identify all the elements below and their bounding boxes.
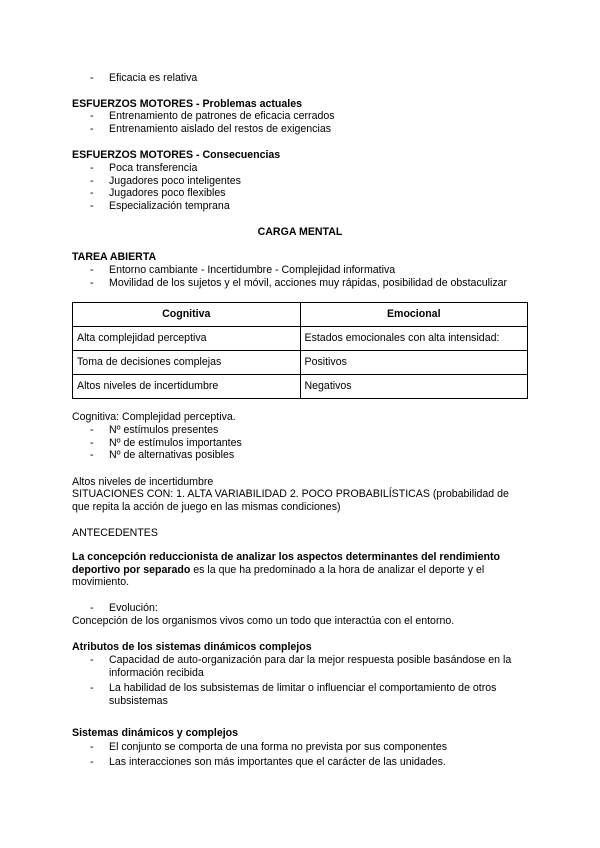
list-item: - Eficacia es relativa [72, 72, 528, 85]
table-header: Emocional [300, 303, 528, 327]
altos-line-2: SITUACIONES CON: 1. ALTA VARIABILIDAD 2. POCO PROBABILÍSTICAS (probabilidad de que repita la acción de juego en las mismas condiciones) [72, 488, 509, 513]
table-header: Cognitiva [73, 303, 301, 327]
table-row [73, 375, 528, 399]
list-item: - Poca transferencia [72, 162, 528, 175]
list-item: - Especialización temprana [72, 200, 528, 213]
atributos-title: Atributos de los sistemas dinámicos complejos [72, 641, 312, 653]
list-item: - Movilidad de los sujetos y el móvil, acciones muy rápidas, posibilidad de obstaculizar [72, 277, 528, 290]
list-item: - Jugadores poco flexibles [72, 187, 528, 200]
list-item: - Capacidad de auto-organización para dar la mejor respuesta posible basándose en la información recibida [72, 654, 528, 679]
table-cell: Alta complejidad perceptiva [73, 327, 301, 351]
table-cell: Altos niveles de incertidumbre [73, 375, 301, 399]
sistemas-list [72, 741, 528, 768]
tarea-list [72, 264, 528, 289]
concepcion-paragraph [72, 551, 528, 589]
table-cell: Toma de decisiones complejas [73, 351, 301, 375]
top-list [72, 72, 528, 85]
cognitiva-list [72, 424, 528, 462]
section-title-problemas: ESFUERZOS MOTORES - Problemas actuales [72, 98, 302, 110]
concepcion-rest: es la que ha predominado a la hora de analizar el deporte y el movimiento. [72, 563, 485, 589]
list-item: - Nº de alternativas posibles [72, 449, 528, 462]
carga-table [72, 302, 528, 399]
section-title-consecuencias: ESFUERZOS MOTORES - Consecuencias [72, 149, 281, 161]
evolucion-list [72, 602, 528, 615]
list-item: - Las interacciones son más importantes que el carácter de las unidades. [72, 756, 528, 769]
table-cell: Negativos [300, 375, 528, 399]
list-item: - Entrenamiento de patrones de eficacia cerrados [72, 110, 528, 123]
altos-line-1: Altos niveles de incertidumbre [72, 476, 214, 488]
list-item: - Jugadores poco inteligentes [72, 175, 528, 188]
sistemas-title: Sistemas dinámicos y complejos [72, 727, 239, 739]
list-item: - Evolución: [72, 602, 528, 615]
list-item: - Entrenamiento aislado del restos de exigencias [72, 123, 528, 136]
table-cell: Positivos [300, 351, 528, 375]
list-item: - Entorno cambiante - Incertidumbre - Complejidad informativa [72, 264, 528, 277]
cognitiva-intro: Cognitiva: Complejidad perceptiva. [72, 411, 236, 423]
list-item: - Nº estímulos presentes [72, 424, 528, 437]
consecuencias-list [72, 162, 528, 212]
list-item: - Nº de estímulos importantes [72, 437, 528, 450]
list-item: - El conjunto se comporta de una forma no prevista por sus componentes [72, 741, 528, 754]
table-row [73, 351, 528, 375]
table-header-row [73, 303, 528, 327]
antecedentes-heading: ANTECEDENTES [72, 527, 158, 539]
tarea-abierta-title: TAREA ABIERTA [72, 251, 157, 263]
carga-mental-heading: CARGA MENTAL [257, 226, 343, 238]
atributos-list [72, 654, 528, 707]
list-item: - La habilidad de los subsistemas de limitar o influenciar el comportamiento de otros subsistemas [72, 682, 528, 707]
problemas-list [72, 110, 528, 135]
evolucion-text: Concepción de los organismos vivos como un todo que interactúa con el entorno. [72, 615, 455, 627]
concepcion-bold: La concepción reduccionista de analizar los aspectos determinantes del rendimiento deportivo por separado [72, 551, 500, 576]
table-cell: Estados emocionales con alta intensidad: [300, 327, 528, 351]
table-row [73, 327, 528, 351]
